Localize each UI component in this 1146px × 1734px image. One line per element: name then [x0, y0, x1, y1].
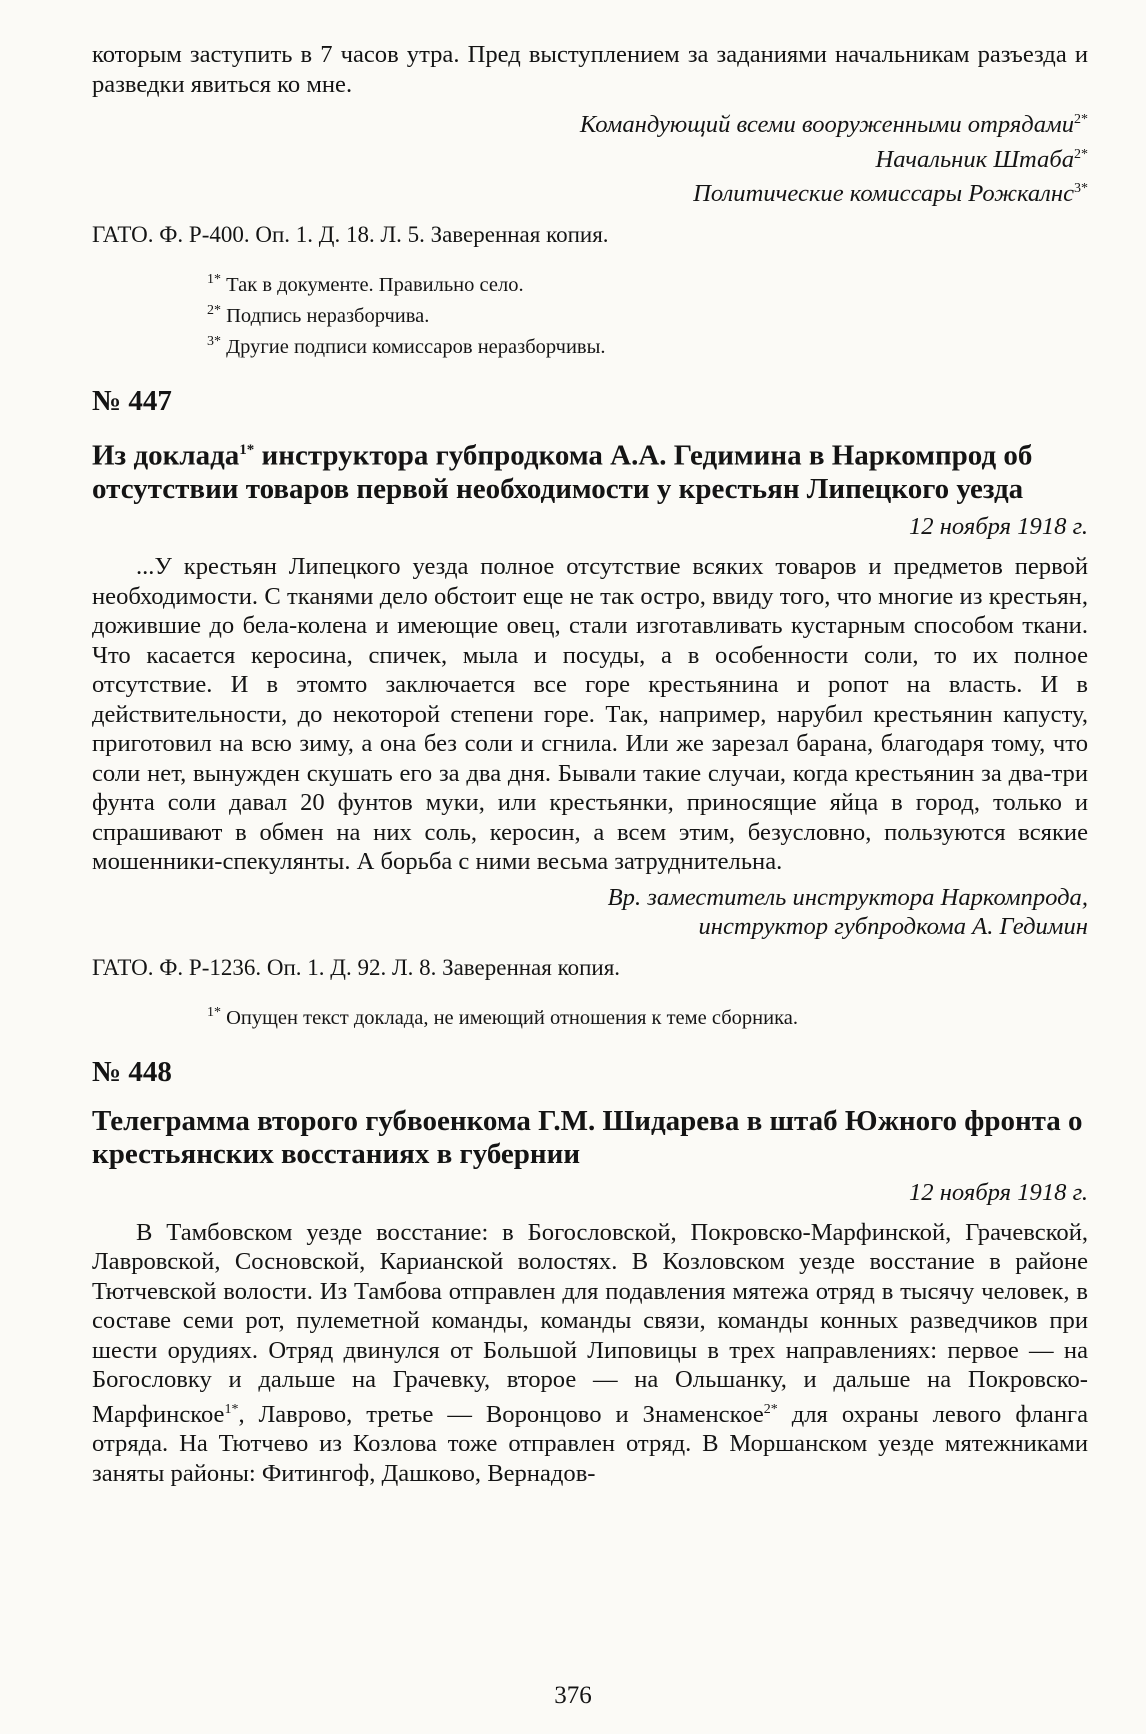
archive-reference: ГАТО. Ф. Р-1236. Оп. 1. Д. 92. Л. 8. Заверенная копия.	[92, 954, 621, 980]
document-date: 12 ноября 1918 г.	[908, 513, 1088, 541]
signatures-block	[92, 105, 1088, 209]
signature-commander: Командующий всеми вооруженными отрядами$^{2*}$	[579, 111, 1088, 139]
document-text: В Тамбовском уезде восстание: в Богословской, Покровско-Марфинской, Грачевской, Лавровской, Сосновской, Карианской волостях. В Козловском уезде восстание в районе Тютчевской волости. Из Тамбова отправлен для подавления мятежа отряд в тысячу человек, в составе семи рот, пулеметной команды, команды связи, команды конных разведчиков при шести орудиях. Отряд двинулся от Большой Липовицы в трех направлениях: первое — на Богословку и дальше на Грачевку, второе — на Ольшанку, и дальше на Покровско-Марфинское$^{1*}$, Лаврово, третье — Воронцово и Знаменское$^{2*}$ для охраны левого фланга отряда. На Тютчево из Козлова тоже отправлен отряд. В Моршанском уезде мятежниками заняты районы: Фитингоф, Дашково, Вернадов-	[92, 1218, 1088, 1487]
signature-commissars: Политические комиссары Рожкалнс$^{3*}$	[693, 180, 1088, 208]
signature-line: инструктор губпродкома А. Гедимин	[698, 913, 1088, 941]
document-text: ...У крестьян Липецкого уезда полное отсутствие всяких товаров и предметов первой необходимости. С тканями дело обстоит еще не так остро, ввиду того, что многие из крестьян, дожившие до бела-колена и имеющие овец, стали изготавливать кустарным способом ткани. Что касается керосина, спичек, мыла и посуды, а в особенности соли, то их полное отсутствие. И в этомто заключается все горе крестьянина и ропот на власть. И в действительности, до некоторой степени горе. Так, например, нарубил крестьянин капусту, приготовил на всю зиму, а она без соли и сгнила. Или же зарезал барана, благодаря тому, что соли нет, вынужден скушать его за два дня. Бывали такие случаи, когда крестьянин за два-три фунта соли давал 20 фунтов муки, или крестьянки, приносящие яйца в город, только и спрашивают в обмен на них соль, керосин, а всем этим, безусловно, пользуются всякие мошенники-спекулянты. А борьба с ними весьма затруднительна.	[92, 553, 1088, 876]
signature-line: Вр. заместитель инструктора Наркомпрода,	[607, 883, 1088, 911]
document-title: Телеграмма второго губвоенкома Г.М. Шидарева в штаб Южного фронта о крестьянских восстаниях в губернии	[92, 1104, 1083, 1171]
signature-chief-of-staff: Начальник Штаба$^{2*}$	[875, 145, 1088, 173]
footnotes-block	[92, 1000, 1088, 1031]
footnotes-block	[92, 267, 1088, 359]
document-number: № 448	[92, 1055, 172, 1088]
archive-reference: ГАТО. Ф. Р-400. Оп. 1. Д. 18. Л. 5. Заверенная копия.	[92, 222, 609, 248]
document-number: № 447	[92, 384, 172, 417]
document-date: 12 ноября 1918 г.	[908, 1178, 1088, 1206]
footnote: $^{1*}$ Так в документе. Правильно село.	[207, 272, 524, 296]
document-title: Из доклада$^{1*}$ инструктора губпродкома А.А. Гедимина в Наркомпрод об отсутствии товаров первой необходимости у крестьян Липецкого уезда	[92, 439, 1033, 505]
signature-block	[92, 883, 1088, 942]
continuation-paragraph: которым заступить в 7 часов утра. Пред выступлением за заданиями начальникам разъезда и разведки явиться ко мне.	[92, 41, 1088, 98]
page-number: 376	[554, 1682, 592, 1709]
footnote: $^{1*}$ Опущен текст доклада, не имеющий отношения к теме сборника.	[207, 1004, 798, 1029]
footnote: $^{3*}$ Другие подписи комиссаров неразборчивы.	[207, 333, 606, 358]
footnote: $^{2*}$ Подпись неразборчива.	[207, 302, 430, 327]
